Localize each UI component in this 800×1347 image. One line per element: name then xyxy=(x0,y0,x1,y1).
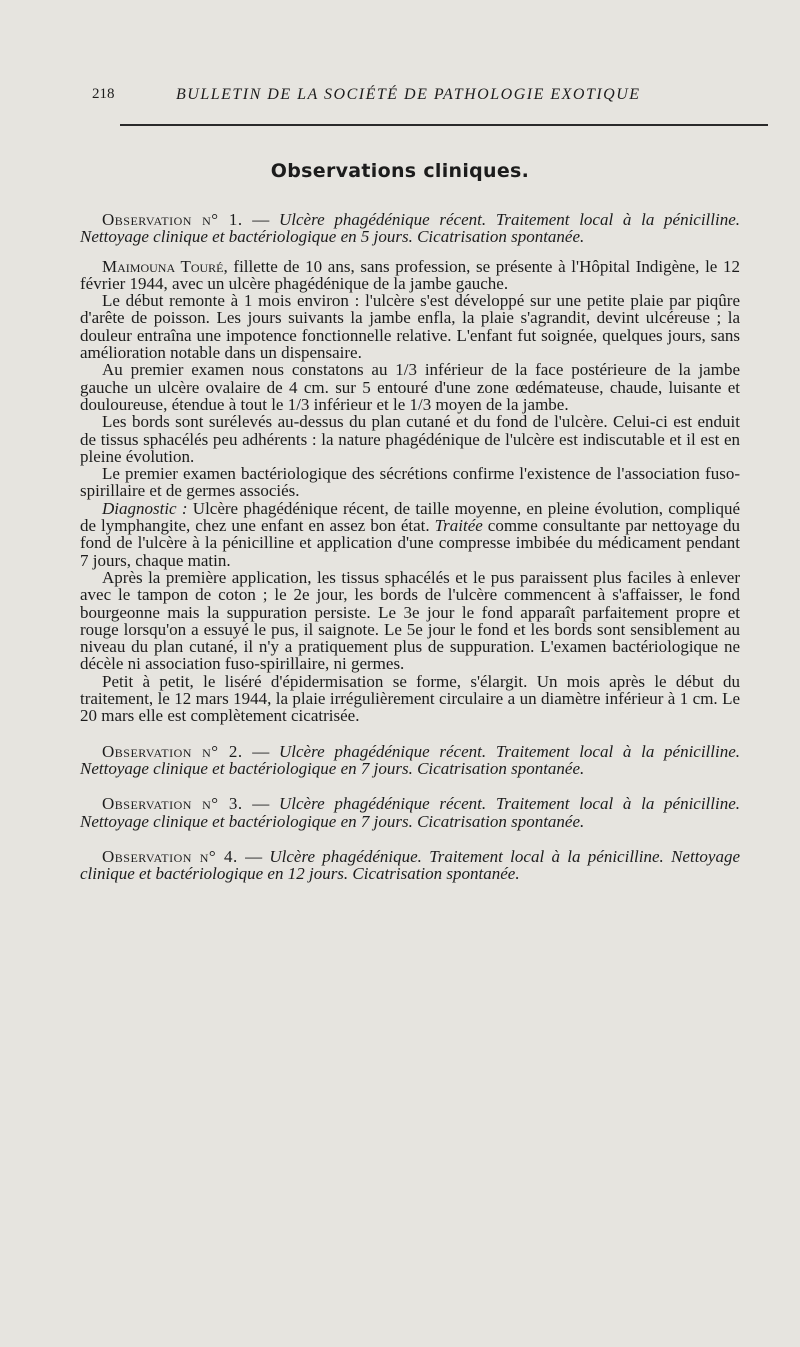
observation-3-dash: — xyxy=(242,794,279,814)
patient-name: Maimouna Touré xyxy=(102,256,224,276)
header-rule xyxy=(120,124,768,126)
spacer xyxy=(80,777,740,795)
treatment-label: Traitée xyxy=(434,516,483,536)
observation-4-title: Ulcère phagédénique. Traitement local à la pénicilline. Nettoyage clinique et bactériologique en 12 jours. Cicatrisation spontanée. xyxy=(80,846,741,884)
observation-1-title: Ulcère phagédénique récent. Traitement local à la pénicilline. Nettoyage clinique et bactériologique en 5 jours. Cicatrisation spontanée. xyxy=(80,210,741,247)
treatment-text: comme consultante par nettoyage du fond de l'ulcère à la pénicilline et application d'une compresse imbibée du médicament pendant 7 jours, chaque matin. xyxy=(80,516,741,570)
observation-3-title: Ulcère phagédénique récent. Traitement local à la pénicilline. Nettoyage clinique et bactériologique en 7 jours. Cicatrisation spontanée. xyxy=(80,794,741,831)
page-number: 218 xyxy=(92,86,115,102)
running-header xyxy=(92,86,752,116)
observation-4-dash: — xyxy=(237,846,270,866)
observation-1-label: Observation n° 1. xyxy=(102,210,243,229)
observation-1-paragraph: Petit à petit, le liséré d'épidermisation se forme, s'élargit. Un mois après le début du traitement, le 12 mars 1944, la plaie irrégulièrement circulaire a un diamètre inférieur à 1 cm. Le 20 mars elle est complètement cicatrisée. xyxy=(80,671,740,726)
observation-1-paragraph: Au premier examen nous constatons au 1/3 inférieur de la face postérieure de la jambe gauche un ulcère ovalaire de 4 cm. sur 5 entouré d'une zone œdémateuse, chaude, luisante et douloureuse, étendue à tout le 1/3 inférieur et le 1/3 moyen de la jambe. xyxy=(80,360,740,414)
diagnostic-text: Ulcère phagédénique récent, de taille moyenne, en pleine évolution, compliqué de lymphangite, chez une enfant en assez bon état. xyxy=(80,498,740,536)
body-text xyxy=(80,211,740,882)
observation-1-paragraph: Les bords sont surélevés au-dessus du plan cutané et du fond de l'ulcère. Celui-ci est enduit de tissus sphacélés peu adhérents : la nature phagédénique de l'ulcère est indiscutable et il est en pleine évolution. xyxy=(80,412,740,466)
journal-title: BULLETIN DE LA SOCIÉTÉ DE PATHOLOGIE EXOTIQUE xyxy=(176,86,641,103)
observation-1-paragraph xyxy=(80,500,740,569)
observation-2-dash: — xyxy=(242,741,279,761)
observation-2-title: Ulcère phagédénique récent. Traitement local à la pénicilline. Nettoyage clinique et bactériologique en 7 jours. Cicatrisation spontanée. xyxy=(80,741,741,778)
observation-1-dash: — xyxy=(242,210,279,229)
observation-3-label: Observation n° 3. xyxy=(102,794,243,814)
observation-3-heading xyxy=(80,795,740,830)
observation-1-paragraph: Le début remonte à 1 mois environ : l'ulcère s'est développé sur une petite plaie par piqûre d'arête de poisson. Les jours suivants la jambe enfla, la plaie s'agrandit, devint ulcéreuse ; la douleur entraîna une impotence fonctionnelle relative. L'enfant fut soignée, quelques jours, sans amélioration notable dans un dispensaire. xyxy=(80,291,740,363)
section-title: Observations cliniques. xyxy=(270,160,530,182)
observation-1-paragraph: Après la première application, les tissus sphacélés et le pus paraissent plus faciles à enlever avec le tampon de coton ; le 2e jour, les bords de l'ulcère commencent à s'affaisser, le fond bourgeonne mais la suppuration persiste. Le 3e jour le fond apparaît parfaitement propre et rouge lorsqu'on a essuyé le pus, il saignote. Le 5e jour le fond et les bords sont sensiblement au niveau du plan cutané, il n'y a pratiquement plus de suppuration. L'examen bactériologique ne décèle ni association fuso-spirillaire, ni germes. xyxy=(80,567,740,674)
observation-1-paragraph xyxy=(80,258,740,293)
observation-4-heading xyxy=(80,848,740,883)
observation-1-paragraph: Le premier examen bactériologique des sécrétions confirme l'existence de l'association fuso-spirillaire et de germes associés. xyxy=(80,464,740,501)
observation-2-label: Observation n° 2. xyxy=(102,741,243,761)
spacer xyxy=(80,725,740,743)
spacer xyxy=(80,830,740,848)
observation-4-label: Observation n° 4. xyxy=(102,846,238,866)
diagnostic-label: Diagnostic : xyxy=(102,498,188,518)
observation-2-heading xyxy=(80,743,740,778)
observation-1-intro: , fillette de 10 ans, sans profession, se présente à l'Hôpital Indigène, le 12 février 1944, avec un ulcère phagédénique de la jambe gauche. xyxy=(80,256,740,293)
observation-1-heading xyxy=(80,211,740,246)
